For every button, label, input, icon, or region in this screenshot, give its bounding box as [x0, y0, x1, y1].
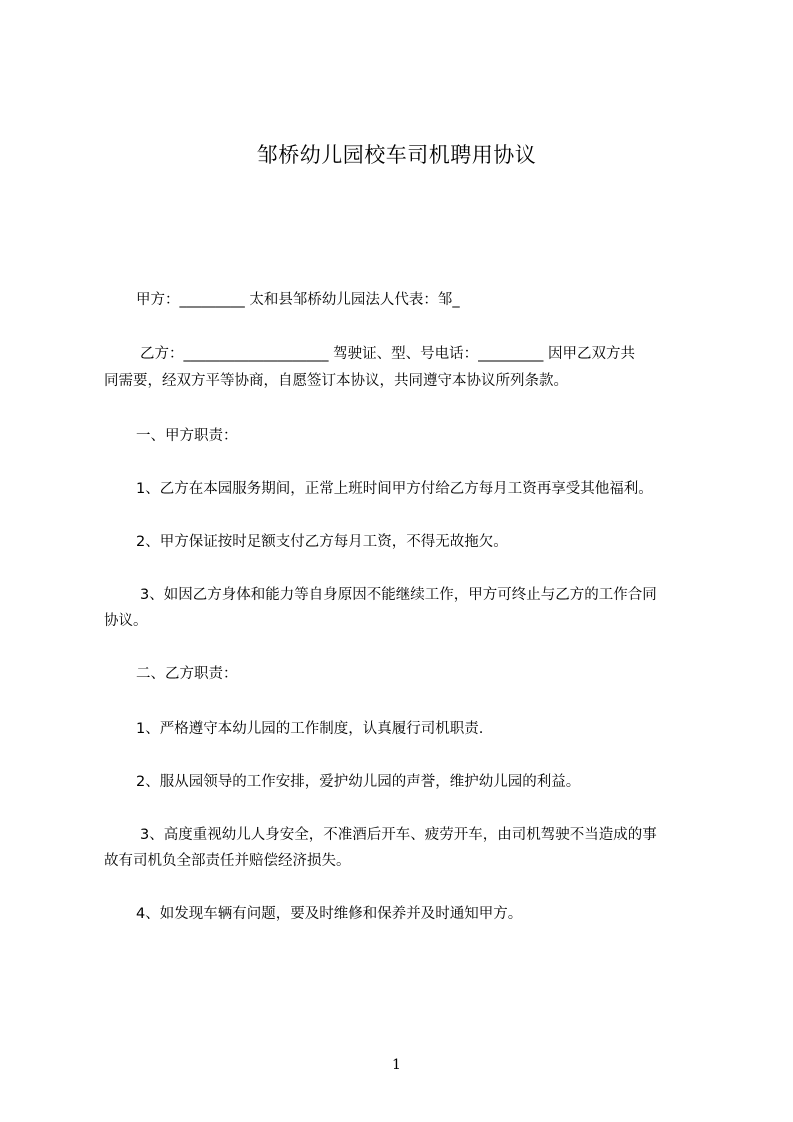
- section-b-item-3-line-1: 3、高度重视幼儿人身安全，不准酒后开车、疲劳开车，由司机驾驶不当造成的事: [140, 827, 657, 843]
- party-a-line: 甲方：_________ 太和县邹桥幼儿园法人代表：邹_: [136, 292, 460, 308]
- section-b-heading: 二、乙方职责：: [136, 666, 238, 682]
- page-number: 1: [392, 1057, 401, 1073]
- party-b-line-1: 乙方：____________________ 驾驶证、型、号电话：_________ 因甲乙双方共: [140, 346, 635, 362]
- section-b-item-1: 1、严格遵守本幼儿园的工作制度，认真履行司机职责.: [136, 721, 484, 737]
- section-a-heading: 一、甲方职责：: [136, 428, 238, 444]
- section-a-item-1: 1、乙方在本园服务期间，正常上班时间甲方付给乙方每月工资再享受其他福利。: [136, 481, 653, 497]
- document-title: 邹桥幼儿园校车司机聘用协议: [256, 143, 537, 167]
- section-b-item-4: 4、如发现车辆有问题，要及时维修和保养并及时通知甲方。: [136, 906, 523, 922]
- party-b-line-2: 同需要，经双方平等协商，自愿签订本协议，共同遵守本协议所列条款。: [104, 373, 568, 389]
- section-a-item-3-line-2: 协议。: [104, 613, 148, 629]
- section-a-item-2: 2、甲方保证按时足额支付乙方每月工资，不得无故拖欠。: [136, 534, 508, 550]
- section-b-item-3-line-2: 故有司机负全部责任并赔偿经济损失。: [104, 853, 351, 869]
- section-b-item-2: 2、服从园领导的工作安排，爱护幼儿园的声誉，维护幼儿园的利益。: [136, 774, 581, 790]
- section-a-item-3-line-1: 3、如因乙方身体和能力等自身原因不能继续工作，甲方可终止与乙方的工作合同: [140, 587, 657, 603]
